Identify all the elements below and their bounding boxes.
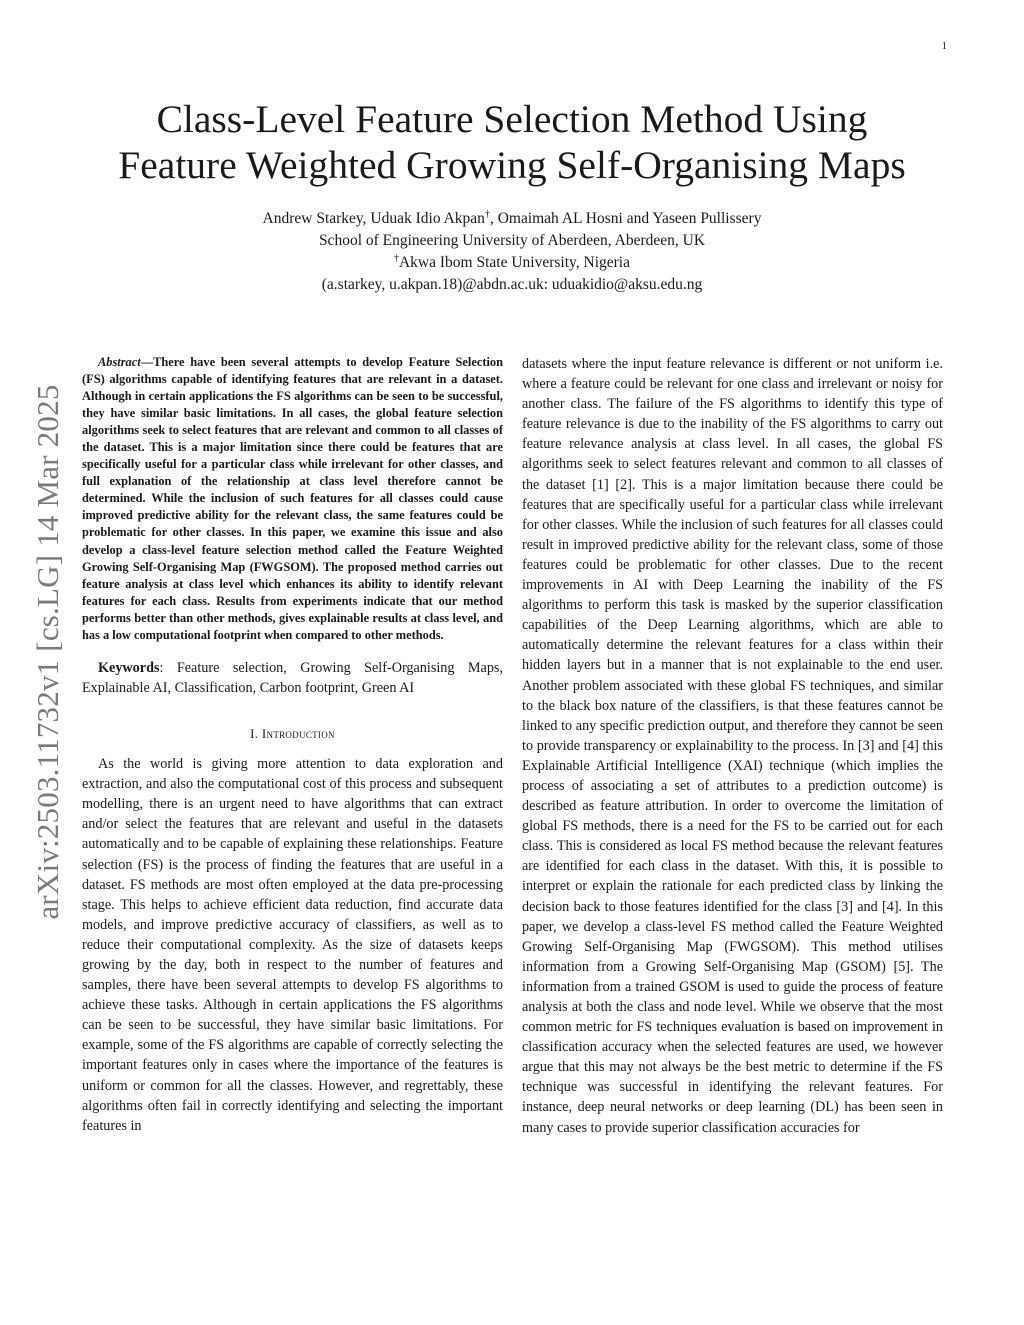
abstract-text: —There have been several attempts to develop Feature Selection (FS) algorithms capable of identifying features that are relevant in a dataset. Although in certain applications the FS algorithms can be seen to be successful, they have similar basic limitations. In all cases, the global feature selection algorithms seek to select features that are relevant and common to all classes of the dataset. This is a major limitation since there could be features that are specifically useful for a particular class while irrelevant for other classes, and full explanation of the relationship at class level therefore cannot be determined. While the inclusion of such features for all classes could cause improved predictive ability for the relevant class, the same features could be problematic for other classes. In this paper, we examine this issue and also develop a class-level feature selection method called the Feature Weighted Growing Self-Organising Map (FWGSOM). The proposed method carries out feature analysis at class level which enhances its ability to identify relevant features for each class. Results from experiments indicate that our method performs better than other methods, gives explainable results at class level, and has a low computational footprint when compared to other methods. [82, 355, 503, 642]
author-emails[interactable]: (a.starkey, u.akpan.18)@abdn.ac.uk: uduakidio@aksu.edu.ng [321, 276, 703, 293]
abstract [82, 354, 503, 644]
title-line-2: Feature Weighted Growing Self-Organising Maps [118, 143, 906, 187]
arxiv-stamp[interactable]: arXiv:2503.11732v1 [cs.LG] 14 Mar 2025 [30, 384, 65, 920]
paper-title [80, 96, 944, 188]
dagger-mark: † [484, 208, 490, 220]
affiliation-2-text: Akwa Ibom State University, Nigeria [398, 254, 630, 271]
intro-paragraph-right: datasets where the input feature relevance is different or not uniform i.e. where a feature could be relevant for one class and irrelevant or noisy for another class. The failure of the FS algorithms to identify this type of feature relevance is due to the inability of the FS algorithms to carry out feature relevance analysis at class level. In all cases, the global FS algorithms seek to select features relevant and common to all classes of the dataset [1] [2]. This is a major limitation because there could be features that are specifically useful for a particular class while irrelevant for other classes. While the inclusion of such features for all classes could result in improved predictive ability for the relevant class, some of those features could be problematic for other classes. Due to the recent improvements in AI with Deep Learning the inability of the FS algorithms to perform this task is masked by the superior classification capabilities of the Deep Learning algorithms, which are able to automatically determine the relevant features for a class within their hidden layers but in a manner that is not explainable to the end user. Another problem associated with these global FS techniques, and similar to the black box nature of the classifiers, is that these features cannot be linked to any specific prediction output, and therefore they cannot be seen to provide transparency or explainability to the process. In [3] and [4] this Explainable Artificial Intelligence (XAI) technique (which implies the process of associating a set of attributes to a prediction outcome) is described as feature attribution. In order to overcome the limitation of global FS methods, there is a need for the FS to be carried out for each class. This is considered as local FS method because the relevant features are identified for each class in the dataset. With this, it is possible to interpret or explain the rationale for each predicted class by linking the decision back to those features identified for the class [3] and [4]. In this paper, we develop a class-level FS method called the Feature Weighted Growing Self-Organising Map (FWGSOM). This method utilises information from a Growing Self-Organising Map (GSOM) [5]. The information from a trained GSOM is used to guide the process of feature analysis at both the class and node level. While we observe that the most common metric for FS techniques evaluation is based on improvement in classification accuracy when the selected features are used, we however argue that this may not always be the best metric to determine if the FS technique was successful in identifying the relevant features. For instance, deep neural networks or deep learning (DL) has been seen in many cases to provide superior classification accuracies for [522, 356, 943, 1136]
author-block [80, 208, 944, 296]
author-list [80, 208, 944, 230]
section-numeral: I. [250, 725, 259, 741]
section-heading-introduction [82, 724, 503, 744]
keywords [82, 658, 503, 698]
intro-paragraph-left: As the world is giving more attention to data exploration and extraction, and also the computational cost of this process and subsequent modelling, there is an urgent need to have algorithms that can extract and/or select the features that are relevant and useful in the datasets automatically and to be capable of explaining these relationships. Feature selection (FS) is the process of finding the features that are useful in a dataset. FS methods are most often employed at the data pre-processing stage. This helps to achieve efficient data reduction, find accurate data models, and improve predictive accuracy of classifiers, as well as to reduce their computational complexity. As the size of datasets keeps growing by the day, both in respect to the number of features and samples, there have been several attempts to develop FS algorithms to achieve these tasks. Although in certain applications the FS algorithms can be seen to be successful, they have similar basic limitations. For example, some of the FS algorithms are capable of correctly selecting the important features only in cases where the importance of the features is uniform or common for all the classes. However, and regrettably, these algorithms often fail in correctly identifying and selecting the important features in [82, 756, 503, 1134]
authors-part-2: , Omaimah AL Hosni and Yaseen Pullissery [489, 210, 762, 227]
keywords-label: Keywords [98, 659, 160, 676]
page-number: 1 [941, 40, 947, 52]
title-line-1: Class-Level Feature Selection Method Using [156, 97, 868, 141]
affiliation-1: School of Engineering University of Aberdeen, Aberdeen, UK [318, 232, 706, 249]
abstract-label: Abstract [98, 355, 141, 369]
right-column [522, 354, 943, 1138]
left-column [82, 354, 503, 1136]
section-title: Introduction [261, 725, 335, 741]
affiliation-2 [80, 252, 944, 274]
keywords-text: : Feature selection, Growing Self-Organising Maps, Explainable AI, Classification, Carbon footprint, Green AI [82, 659, 503, 696]
dagger-mark-affil: † [393, 252, 399, 264]
authors-part-1: Andrew Starkey, Uduak Idio Akpan [262, 210, 485, 227]
